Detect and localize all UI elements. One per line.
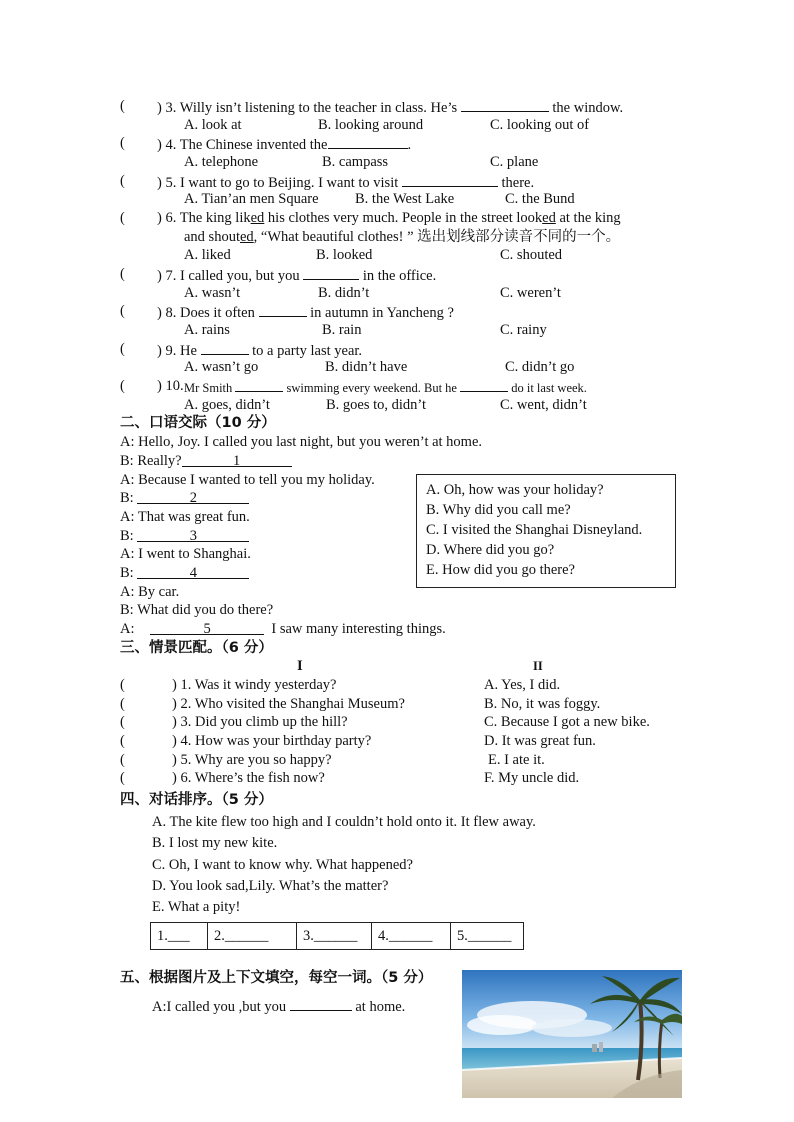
answer-paren-open: ( [120,210,125,226]
option-a: A. telephone [184,154,259,170]
option-a: A. rains [184,322,230,338]
question-text: ) 8. Does it often in autumn in Yancheng ? [157,302,454,322]
box-option: E. How did you go there? [426,562,575,578]
question-text-line2: and shouted, “What beautiful clothes! ” 选出划线部分读音不同的一个。 [184,229,621,245]
answer-paren-open: ( [120,135,125,151]
option-a: A. wasn’t [184,285,241,301]
dialogue-line: B: 4 [120,564,249,582]
answer-cell[interactable]: 3.______ [297,923,372,950]
beach-palm-image [462,970,682,1098]
option-c: C. rainy [500,322,547,338]
option-b: B. the West Lake [355,191,455,207]
question-text: ) 9. He to a party last year. [157,340,362,360]
section-3-title: 三、情景匹配。（6 分） [120,640,273,656]
answer-paren-open: ( [120,266,125,282]
match-answer: A. Yes, I did. [484,677,561,693]
option-a: A. liked [184,247,231,263]
option-b: B. campass [322,154,389,170]
option-a: A. look at [184,117,242,133]
answer-paren-open: ( [120,98,125,114]
option-c: C. looking out of [490,117,590,133]
match-question: ) 3. Did you climb up the hill? [172,714,348,730]
match-paren: ( [120,733,125,749]
ordering-line: E. What a pity! [152,899,241,915]
section-4-title: 四、对话排序。（5 分） [120,792,273,808]
dialogue-line: A: By car. [120,584,180,600]
option-b: B. didn’t have [325,359,408,375]
fill-in-line: A:I called you ,but you at home. [152,996,405,1016]
section-5-title: 五、根据图片及上下文填空，每空一词。（5 分） [120,970,433,986]
question-text: ) 7. I called you, but you in the office. [157,265,436,285]
option-a: A. goes, didn’t [184,397,270,413]
question-text-line1: ) 6. The king liked his clothes very much. People in the street looked at the king [157,210,621,226]
dialogue-line: B: What did you do there? [120,602,274,618]
match-question: ) 2. Who visited the Shanghai Museum? [172,696,405,712]
options-box [416,474,676,588]
match-paren: ( [120,677,125,693]
match-answer: B. No, it was foggy. [484,696,601,712]
option-a: A. wasn’t go [184,359,259,375]
option-c: C. weren’t [500,285,561,301]
match-paren: ( [120,752,125,768]
match-paren: ( [120,696,125,712]
column-ii-heading: II [533,659,543,673]
question-number: ) 10. [157,378,184,394]
match-question: ) 6. Where’s the fish now? [172,770,325,786]
question-text: ) 3. Willy isn’t listening to the teacher in class. He’s the window. [157,97,623,117]
option-c: C. didn’t go [505,359,575,375]
box-option: B. Why did you call me? [426,502,571,518]
question-text: ) 4. The Chinese invented the . [157,134,411,154]
match-question: ) 5. Why are you so happy? [172,752,332,768]
option-b: B. rain [322,322,362,338]
option-c: C. plane [490,154,539,170]
option-b: B. goes to, didn’t [326,397,427,413]
option-a: A. Tian’an men Square [184,191,319,207]
dialogue-line: A: 5 I saw many interesting things. [120,621,446,637]
box-option: A. Oh, how was your holiday? [426,482,604,498]
match-answer: F. My uncle did. [484,770,580,786]
match-answer: D. It was great fun. [484,733,596,749]
section-2-title: 二、口语交际（10 分） [120,415,276,431]
beach-photo [462,970,682,1098]
option-b: B. looking around [318,117,424,133]
dialogue-line: A: Because I wanted to tell you my holiday. [120,472,375,488]
column-i-heading: I [297,658,303,674]
dialogue-line: A: I went to Shanghai. [120,546,251,562]
option-c: C. shouted [500,247,563,263]
option-c: C. went, didn’t [500,397,587,413]
question-text: ) 5. I want to go to Beijing. I want to visit there. [157,172,534,192]
ordering-line: C. Oh, I want to know why. What happened? [152,857,413,873]
dialogue-line: B: 3 [120,527,249,545]
option-b: B. didn’t [318,285,370,301]
option-c: C. the Bund [505,191,575,207]
box-option: C. I visited the Shanghai Disneyland. [426,522,643,538]
question-text: Mr Smith swimming every weekend. But he do it last week. [184,378,587,397]
box-option: D. Where did you go? [426,542,555,558]
dialogue-line: B: 2 [120,489,249,507]
ordering-line: D. You look sad,Lily. What’s the matter? [152,878,389,894]
dialogue-line: A: Hello, Joy. I called you last night, but you weren’t at home. [120,434,483,450]
match-question: ) 1. Was it windy yesterday? [172,677,337,693]
match-answer: C. Because I got a new bike. [484,714,650,730]
ordering-line: A. The kite flew too high and I couldn’t hold onto it. It flew away. [152,814,536,830]
match-question: ) 4. How was your birthday party? [172,733,372,749]
ordering-answer-table [150,922,524,950]
answer-cell[interactable]: 5.______ [451,923,524,950]
answer-paren-open: ( [120,341,125,357]
dialogue-line: A: That was great fun. [120,509,250,525]
answer-cell[interactable]: 1.___ [151,923,208,950]
option-b: B. looked [316,247,373,263]
answer-cell[interactable]: 4.______ [372,923,451,950]
ordering-line: B. I lost my new kite. [152,835,278,851]
answer-cell[interactable]: 2.______ [208,923,297,950]
match-paren: ( [120,714,125,730]
answer-paren-open: ( [120,303,125,319]
match-paren: ( [120,770,125,786]
answer-paren-open: ( [120,173,125,189]
dialogue-line: B: Really? 1 [120,452,292,470]
match-answer: E. I ate it. [488,752,545,768]
answer-paren-open: ( [120,378,125,394]
